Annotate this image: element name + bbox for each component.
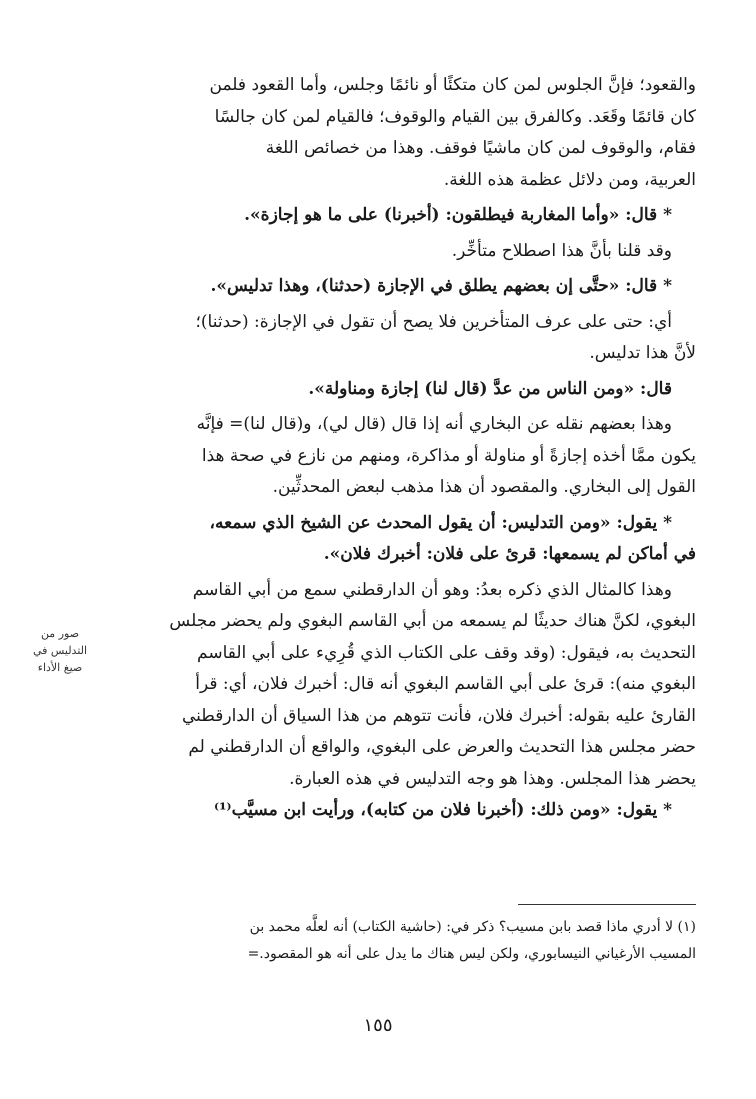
text-line: القول إلى البخاري. والمقصود أن هذا مذهب لبعض المحدثِّين. [272, 477, 696, 497]
quote-line: * قال: «وأما المغاربة فيطلقون: (أخبرنا) على ما هو إجازة». [244, 205, 672, 225]
footnote-line: المسيب الأرغياني النيسابوري، ولكن ليس هناك ما يدل على أنه هو المقصود.= [247, 946, 696, 962]
text-line: لأنَّ هذا تدليس. [589, 343, 696, 363]
quote-line: * يقول: «ومن التدليس: أن يقول المحدث عن الشيخ الذي سمعه، [209, 512, 672, 533]
footnote [116, 914, 696, 968]
text-line: البغوي، لكنَّ هناك حديثًا لم يسمعه من أبي القاسم البغوي ولم يحضر مجلس [169, 611, 696, 631]
quote-line: قال: «ومن الناس من عدَّ (قال لنا) إجازة ومناولة». [308, 378, 672, 399]
text-line: وقد قلنا بأنَّ هذا اصطلاح متأخِّر. [451, 240, 672, 261]
footnote-divider [518, 904, 696, 905]
margin-note-line: التدليس في [32, 644, 88, 657]
main-text [116, 70, 696, 827]
text-line: حضر مجلس هذا التحديث والعرض على البغوي، والواقع أن الدارقطني لم [188, 737, 696, 757]
margin-note-line: صيغ الأداء [37, 661, 83, 674]
text-line: التحديث به، فيقول: (وقد وقف على الكتاب الذي قُرِيء على أبي القاسم [197, 642, 696, 663]
text-line: وهذا بعضهم نقله عن البخاري أنه إذا قال (قال لي)، و(قال لنا)= فإنَّه [196, 414, 672, 434]
margin-note [22, 625, 98, 676]
text-line: وهذا كالمثال الذي ذكره بعدُ: وهو أن الدارقطني سمع من أبي القاسم [192, 579, 672, 600]
text-line: القارئ عليه بقوله: أخبرك فلان، فأنت تتوهم من هذا السياق أن الدارقطني [181, 705, 696, 726]
text-line: والقعود؛ فإنَّ الجلوس لمن كان متكئًا أو نائمًا وجلس، وأما القعود فلمن [209, 75, 696, 95]
text-line: البغوي منه): قرئ على أبي القاسم البغوي أنه قال: أخبرك فلان، أي: قرأ [195, 674, 696, 694]
margin-note-line: صور من [40, 627, 80, 640]
page-number: ١٥٥ [363, 1015, 393, 1036]
quote-line: * يقول: «ومن ذلك: (أخبرنا فلان من كتابه)، ورأيت ابن مسيَّب⁽¹⁾ [214, 800, 672, 820]
text-line: يكون ممَّا أخذه إجازةً أو مناولة أو مذاكرة، ومنهم من نازع في صحة هذا [201, 445, 696, 466]
quote-line: في أماكن لم يسمعها: قرئ على فلان: أخبرك فلان». [323, 544, 696, 564]
quote-line: * قال: «حتَّى إن بعضهم يطلق في الإجازة (حدثنا)، وهذا تدليس». [210, 276, 672, 296]
text-line: فقام، والوقوف لمن كان ماشيًا فوقف. وهذا من خصائص اللغة [265, 138, 696, 158]
footnote-line: (١) لا أدري ماذا قصد بابن مسيب؟ ذكر في: (حاشية الكتاب) أنه لعلَّه محمد بن [249, 919, 696, 935]
text-line: كان قائمًا وقَعَد. وكالفرق بين القيام والوقوف؛ فالقيام لمن كان جالسًا [214, 106, 696, 127]
text-line: أي: حتى على عرف المتأخرين فلا يصح أن تقول في الإجازة: (حدثنا)؛ [195, 311, 672, 332]
text-line: يحضر هذا المجلس. وهذا هو وجه التدليس في هذه العبارة. [289, 768, 696, 789]
text-line: العربية، ومن دلائل عظمة هذه اللغة. [443, 169, 696, 190]
